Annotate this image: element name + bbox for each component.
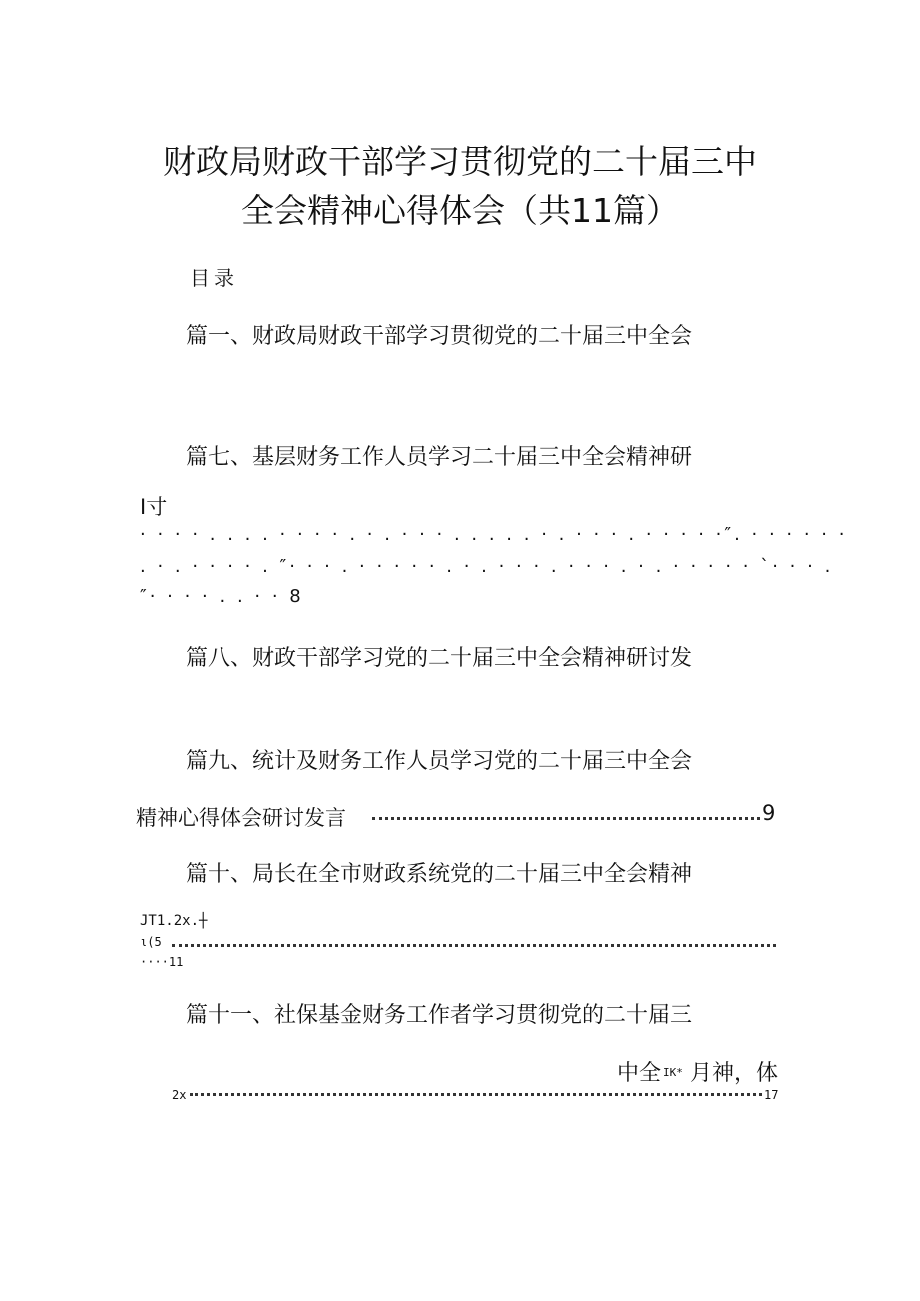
toc-entry-7-leader-1: · · · · . . . . · · · · . · . · · · . . . . . · . · · · . · · · · ·″. · · · · · · bbox=[140, 524, 848, 545]
toc-entry-11-fragment: 2x bbox=[172, 1088, 187, 1102]
toc-entry-11-continuation-a: 中全 bbox=[617, 1061, 662, 1086]
toc-entry-9-page: 9 bbox=[762, 801, 776, 825]
toc-entry-7-title: 篇七、基层财务工作人员学习二十届三中全会精神研 bbox=[186, 445, 693, 470]
toc-heading: 目录 bbox=[190, 266, 238, 290]
toc-entry-10-title: 篇十、局长在全市财政系统党的二十届三中全会精神 bbox=[186, 862, 693, 887]
toc-entry-8-title: 篇八、财政干部学习党的二十届三中全会精神研讨发 bbox=[186, 646, 693, 671]
toc-entry-11-continuation-b: IK* bbox=[663, 1066, 683, 1079]
document-title-line-1: 财政局财政干部学习贯彻党的二十届三中 bbox=[163, 142, 757, 181]
toc-entry-1-title: 篇一、财政局财政干部学习贯彻党的二十届三中全会 bbox=[186, 324, 693, 349]
toc-entry-7-continuation: I寸 bbox=[140, 495, 168, 519]
toc-entry-10-fragment-1: JT1.2x.┼ bbox=[140, 913, 208, 929]
toc-entry-10-fragment-2: ι(5 bbox=[140, 935, 162, 949]
toc-entry-7-leader-2: . · . · · · · . ″· · · . · · · · · . · . · · · . · · · . · . · · · · · ˋ· · · . bbox=[140, 556, 834, 577]
toc-entry-11-leader bbox=[190, 1093, 762, 1096]
toc-entry-7-leader-3: ″· · · · . . · · 8 bbox=[140, 586, 304, 607]
toc-entry-11-continuation-c: 月神，体 bbox=[690, 1061, 779, 1086]
toc-entry-11-title: 篇十一、社保基金财务工作者学习贯彻党的二十届三 bbox=[186, 1003, 693, 1028]
toc-entry-9-leader bbox=[372, 817, 760, 820]
toc-entry-11-page: 17 bbox=[764, 1088, 779, 1102]
toc-entry-9-title: 篇九、统计及财务工作人员学习党的二十届三中全会 bbox=[186, 749, 693, 774]
document-title-line-2: 全会精神心得体会（共11篇） bbox=[241, 191, 679, 230]
toc-entry-10-fragment-3: ····11 bbox=[140, 955, 184, 969]
toc-entry-9-continuation: 精神心得体会研讨发言 bbox=[136, 806, 346, 830]
toc-entry-10-leader bbox=[172, 944, 776, 947]
